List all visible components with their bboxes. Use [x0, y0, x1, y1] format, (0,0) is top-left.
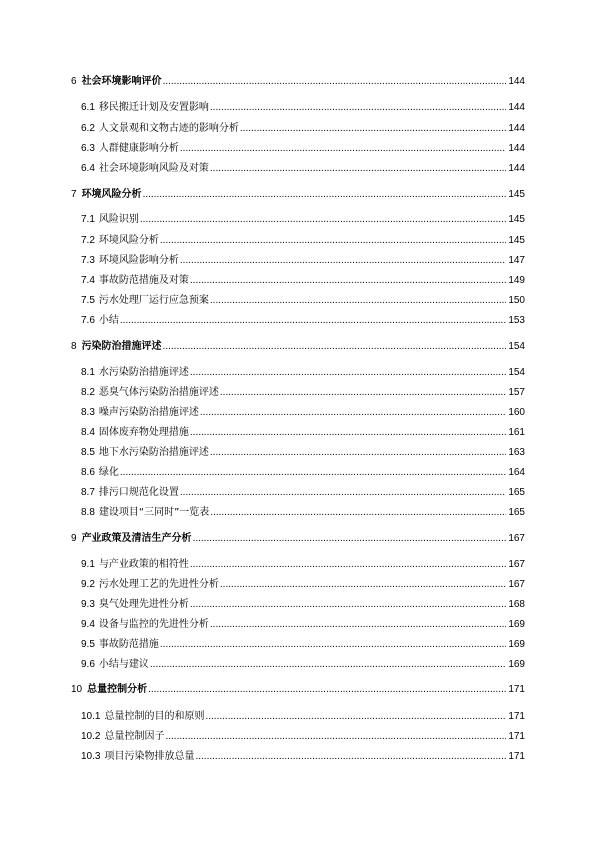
- toc-title: 污染防治措施评述: [81, 341, 162, 352]
- toc-entry[interactable]: [81, 466, 525, 480]
- toc-entry[interactable]: [71, 188, 525, 202]
- toc-page-number: 147: [508, 255, 525, 266]
- toc-leader: [120, 314, 506, 328]
- toc-leader: [210, 101, 506, 115]
- toc-number: 8.3: [81, 407, 95, 418]
- toc-number: 9.5: [81, 639, 95, 650]
- toc-page-number: 171: [508, 711, 525, 722]
- toc-number: 6: [71, 76, 77, 87]
- toc-page-number: 144: [508, 143, 525, 154]
- toc-number: 8: [71, 341, 77, 352]
- toc-entry[interactable]: [81, 506, 525, 520]
- toc-entry[interactable]: [81, 446, 525, 460]
- toc-leader: [210, 162, 506, 176]
- toc-title: 地下水污染防治措施评述: [98, 447, 209, 458]
- toc-page-number: 145: [508, 189, 525, 200]
- toc-entry[interactable]: [81, 598, 525, 612]
- toc-entry[interactable]: [81, 294, 525, 308]
- toc-number: 6.1: [81, 102, 95, 113]
- toc-number: 7.6: [81, 315, 95, 326]
- toc-title: 污水处理工艺的先进性分析: [98, 579, 219, 590]
- toc-number: 8.6: [81, 467, 95, 478]
- toc-title: 环境风险分析: [98, 235, 159, 246]
- toc-number: 9.3: [81, 599, 95, 610]
- toc-page-number: 150: [508, 295, 525, 306]
- toc-number: 7.3: [81, 255, 95, 266]
- toc-number: 8.8: [81, 507, 95, 518]
- toc-title: 总量控制分析: [87, 684, 148, 695]
- toc-entry[interactable]: [81, 750, 525, 764]
- toc-page-number: 144: [508, 102, 525, 113]
- toc-leader: [140, 213, 506, 227]
- toc-entry[interactable]: [81, 406, 525, 420]
- toc-number: 9: [71, 533, 77, 544]
- toc-page-number: 154: [508, 367, 525, 378]
- toc-page-number: 161: [508, 427, 525, 438]
- toc-number: 8.7: [81, 487, 95, 498]
- toc-leader: [195, 750, 506, 764]
- toc-title: 排污口规范化设置: [98, 487, 179, 498]
- toc-page-number: 167: [508, 559, 525, 570]
- toc-title: 噪声污染防治措施评述: [98, 407, 199, 418]
- toc-number: 10.2: [81, 731, 101, 742]
- toc-leader: [210, 506, 506, 520]
- toc-page-number: 160: [508, 407, 525, 418]
- toc-title: 与产业政策的相符性: [98, 559, 189, 570]
- toc-page-number: 153: [508, 315, 525, 326]
- toc-entry[interactable]: [81, 254, 525, 268]
- toc-title: 总量控制的目的和原则: [104, 711, 205, 722]
- toc-page-number: 171: [508, 684, 525, 695]
- toc-number: 7.4: [81, 275, 95, 286]
- toc-page-number: 164: [508, 467, 525, 478]
- toc-page-number: 144: [508, 163, 525, 174]
- toc-number: 10.1: [81, 711, 101, 722]
- toc-leader: [190, 366, 506, 380]
- toc-entry[interactable]: [81, 426, 525, 440]
- toc-leader: [165, 730, 506, 744]
- toc-page-number: 169: [508, 619, 525, 630]
- toc-title: 事故防范措施: [98, 639, 159, 650]
- toc-page-number: 144: [508, 76, 525, 87]
- toc-title: 环境风险分析: [81, 189, 142, 200]
- toc-entry[interactable]: [81, 386, 525, 400]
- toc-number: 7.1: [81, 214, 95, 225]
- toc-entry[interactable]: [81, 314, 525, 328]
- toc-leader: [220, 386, 506, 400]
- toc-number: 6.2: [81, 123, 95, 134]
- toc-entry[interactable]: [81, 578, 525, 592]
- toc-title: 风险识别: [98, 214, 139, 225]
- toc-leader: [190, 598, 506, 612]
- toc-entry[interactable]: [81, 658, 525, 672]
- toc-entry[interactable]: [81, 234, 525, 248]
- toc-entry[interactable]: [71, 75, 525, 89]
- toc-number: 8.5: [81, 447, 95, 458]
- toc-leader: [150, 658, 506, 672]
- toc-page-number: 145: [508, 214, 525, 225]
- toc-page-number: 169: [508, 659, 525, 670]
- toc-page-number: 167: [508, 579, 525, 590]
- toc-entry[interactable]: [81, 274, 525, 288]
- toc-page-number: 167: [508, 533, 525, 544]
- toc-number: 8.4: [81, 427, 95, 438]
- toc-title: 社会环境影响评价: [81, 76, 162, 87]
- toc-page-number: 154: [508, 341, 525, 352]
- toc-entry[interactable]: [81, 101, 525, 115]
- toc-title: 人文景观和文物古迹的影响分析: [98, 123, 239, 134]
- toc-page-number: 144: [508, 123, 525, 134]
- toc-number: 6.4: [81, 163, 95, 174]
- toc-page-number: 165: [508, 507, 525, 518]
- toc-page-number: 163: [508, 447, 525, 458]
- toc-entry[interactable]: [81, 730, 525, 744]
- toc-leader: [163, 340, 506, 354]
- toc-leader: [160, 638, 506, 652]
- toc-entry[interactable]: [71, 340, 525, 354]
- toc-entry[interactable]: [81, 366, 525, 380]
- toc-title: 人群健康影响分析: [98, 143, 179, 154]
- toc-entry[interactable]: [71, 683, 525, 697]
- toc-leader: [148, 683, 506, 697]
- toc-page-number: 157: [508, 387, 525, 398]
- toc-page-number: 165: [508, 487, 525, 498]
- toc-number: 9.4: [81, 619, 95, 630]
- toc-title: 项目污染物排放总量: [104, 751, 195, 762]
- toc-page-number: 145: [508, 235, 525, 246]
- toc-title: 总量控制因子: [104, 731, 165, 742]
- toc-leader: [210, 446, 506, 460]
- toc-number: 9.1: [81, 559, 95, 570]
- toc-title: 小结: [98, 315, 119, 326]
- toc-title: 固体废弃物处理措施: [98, 427, 189, 438]
- toc-entry[interactable]: [81, 486, 525, 500]
- toc-entry[interactable]: [81, 122, 525, 136]
- toc-page-number: 171: [508, 751, 525, 762]
- toc-title: 绿化: [98, 467, 119, 478]
- toc-number: 10.3: [81, 751, 101, 762]
- toc-title: 事故防范措施及对策: [98, 275, 189, 286]
- toc-title: 污水处理厂运行应急预案: [98, 295, 209, 306]
- toc-number: 8.1: [81, 367, 95, 378]
- toc-leader: [180, 486, 506, 500]
- toc-leader: [120, 466, 506, 480]
- toc-title: 移民搬迁计划及安置影响: [98, 102, 209, 113]
- toc-title: 设备与监控的先进性分析: [98, 619, 209, 630]
- toc-page-number: 149: [508, 275, 525, 286]
- toc-leader: [180, 254, 506, 268]
- toc-page-number: 171: [508, 731, 525, 742]
- toc-leader: [220, 578, 506, 592]
- toc-number: 8.2: [81, 387, 95, 398]
- toc-leader: [193, 532, 506, 546]
- toc-number: 9.6: [81, 659, 95, 670]
- toc-title: 臭气处理先进性分析: [98, 599, 189, 610]
- toc-leader: [160, 234, 506, 248]
- toc-leader: [210, 294, 506, 308]
- toc-title: 水污染防治措施评述: [98, 367, 189, 378]
- toc-number: 9.2: [81, 579, 95, 590]
- toc-entry[interactable]: [71, 532, 525, 546]
- toc-entry[interactable]: [81, 618, 525, 632]
- toc-leader: [190, 558, 506, 572]
- toc-page-number: 168: [508, 599, 525, 610]
- toc-title: 产业政策及清洁生产分析: [81, 533, 192, 544]
- toc-leader: [200, 406, 506, 420]
- toc-page-number: 169: [508, 639, 525, 650]
- toc-leader: [190, 274, 506, 288]
- toc-title: 环境风险影响分析: [98, 255, 179, 266]
- toc-leader: [143, 188, 506, 202]
- toc-entry[interactable]: [81, 638, 525, 652]
- toc-number: 6.3: [81, 143, 95, 154]
- toc-leader: [163, 75, 506, 89]
- toc-leader: [205, 710, 506, 724]
- toc-title: 建设项目“三同时”一览表: [98, 507, 210, 518]
- toc-title: 小结与建议: [98, 659, 149, 670]
- toc-number: 7.2: [81, 235, 95, 246]
- toc-entry[interactable]: [81, 213, 525, 227]
- toc-number: 7: [71, 189, 77, 200]
- toc-leader: [240, 122, 506, 136]
- toc-entry[interactable]: [81, 142, 525, 156]
- toc-entry[interactable]: [81, 710, 525, 724]
- toc-leader: [190, 426, 506, 440]
- toc-number: 10: [71, 684, 83, 695]
- toc-leader: [180, 142, 506, 156]
- toc-entry[interactable]: [81, 162, 525, 176]
- toc-title: 社会环境影响风险及对策: [98, 163, 209, 174]
- toc-number: 7.5: [81, 295, 95, 306]
- toc-title: 恶臭气体污染防治措施评述: [98, 387, 219, 398]
- toc-leader: [210, 618, 506, 632]
- toc-entry[interactable]: [81, 558, 525, 572]
